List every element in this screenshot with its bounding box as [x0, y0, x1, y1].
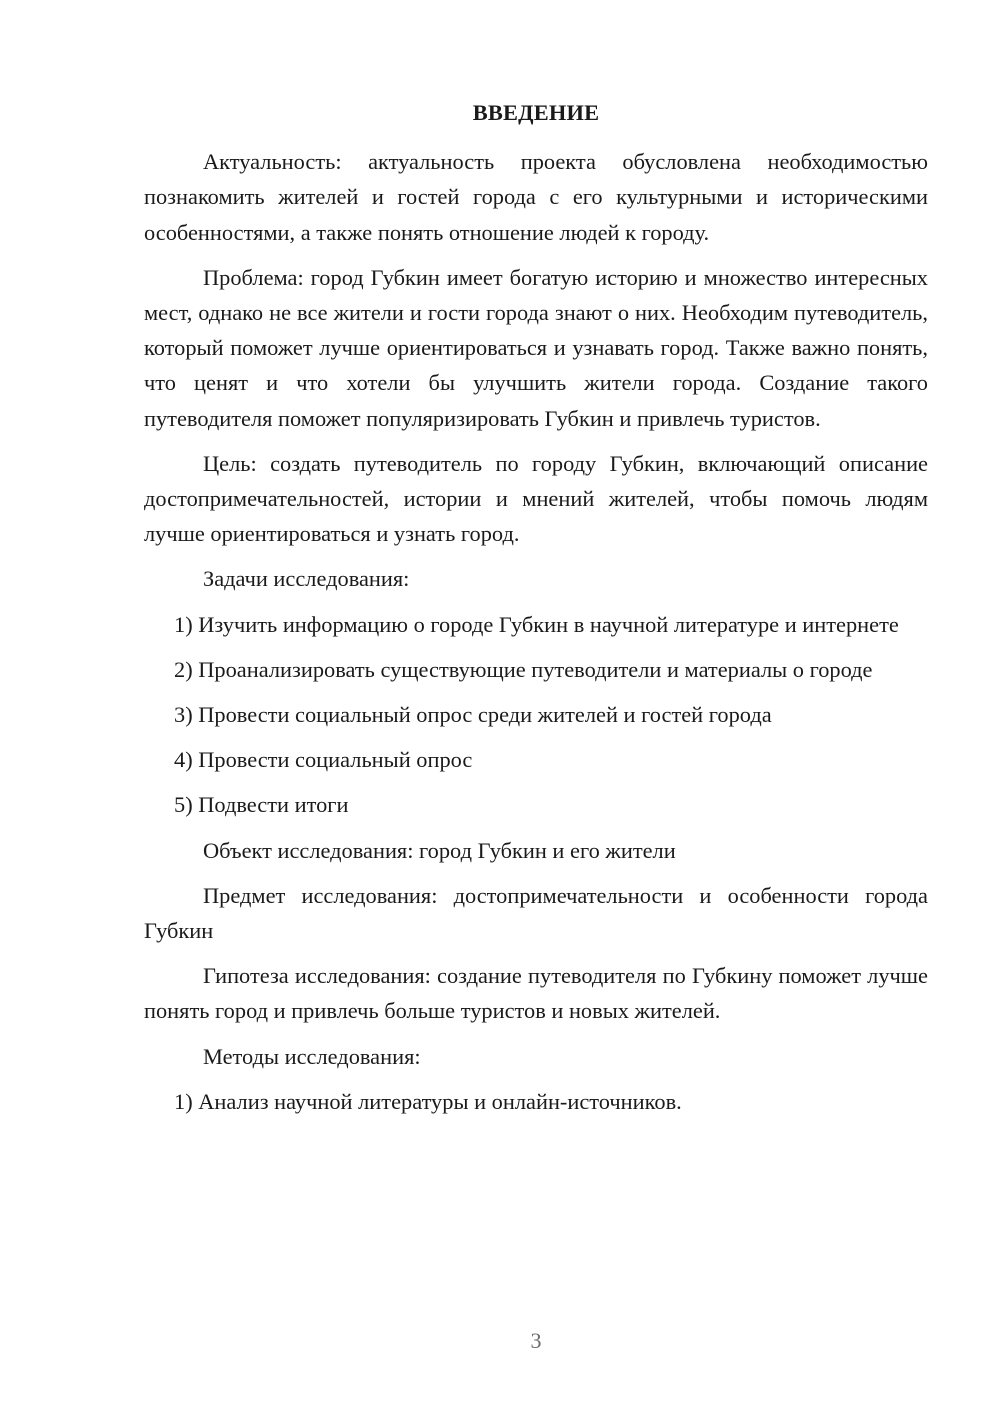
method-item-1: 1) Анализ научной литературы и онлайн-источников.: [174, 1088, 682, 1114]
hypothesis-paragraph: Гипотеза исследования: создание путеводителя по Губкину поможет лучше понять город и привлечь больше туристов и новых жителей.: [144, 963, 928, 1024]
task-item-3: 3) Провести социальный опрос среди жителей и гостей города: [174, 702, 772, 728]
task-item-4: 4) Провести социальный опрос: [174, 747, 473, 773]
object-paragraph: Объект исследования: город Губкин и его жители: [203, 837, 676, 863]
problem-paragraph: Проблема: город Губкин имеет богатую историю и множество интересных мест, однако не все жители и гости города знают о них. Необходим путеводитель, который поможет лучше ориентироваться и узнавать город. Также важно понять, что ценят и что хотели бы улучшить жители города. Создание такого путеводителя поможет популяризировать Губкин и привлечь туристов.: [144, 264, 928, 431]
methods-heading: Методы исследования:: [203, 1043, 421, 1069]
page-body: [144, 95, 928, 1129]
page-number: 3: [530, 1328, 542, 1353]
subject-paragraph: Предмет исследования: достопримечательности и особенности города Губкин: [144, 882, 928, 944]
task-item-5: 5) Подвести итоги: [174, 792, 349, 818]
section-title: ВВЕДЕНИЕ: [472, 100, 600, 125]
tasks-heading: Задачи исследования:: [203, 566, 410, 592]
task-item-1: 1) Изучить информацию о городе Губкин в научной литературе и интернете: [174, 611, 899, 637]
task-item-2: 2) Проанализировать существующие путеводители и материалы о городе: [174, 656, 873, 682]
goal-paragraph: Цель: создать путеводитель по городу Губкин, включающий описание достопримечательностей, истории и мнений жителей, чтобы помочь людям лучше ориентироваться и узнать город.: [144, 450, 928, 547]
relevance-paragraph: Актуальность: актуальность проекта обусловлена необходимостью познакомить жителей и гостей города с его культурными и историческими особенностями, а также понять отношение людей к городу.: [144, 149, 928, 245]
